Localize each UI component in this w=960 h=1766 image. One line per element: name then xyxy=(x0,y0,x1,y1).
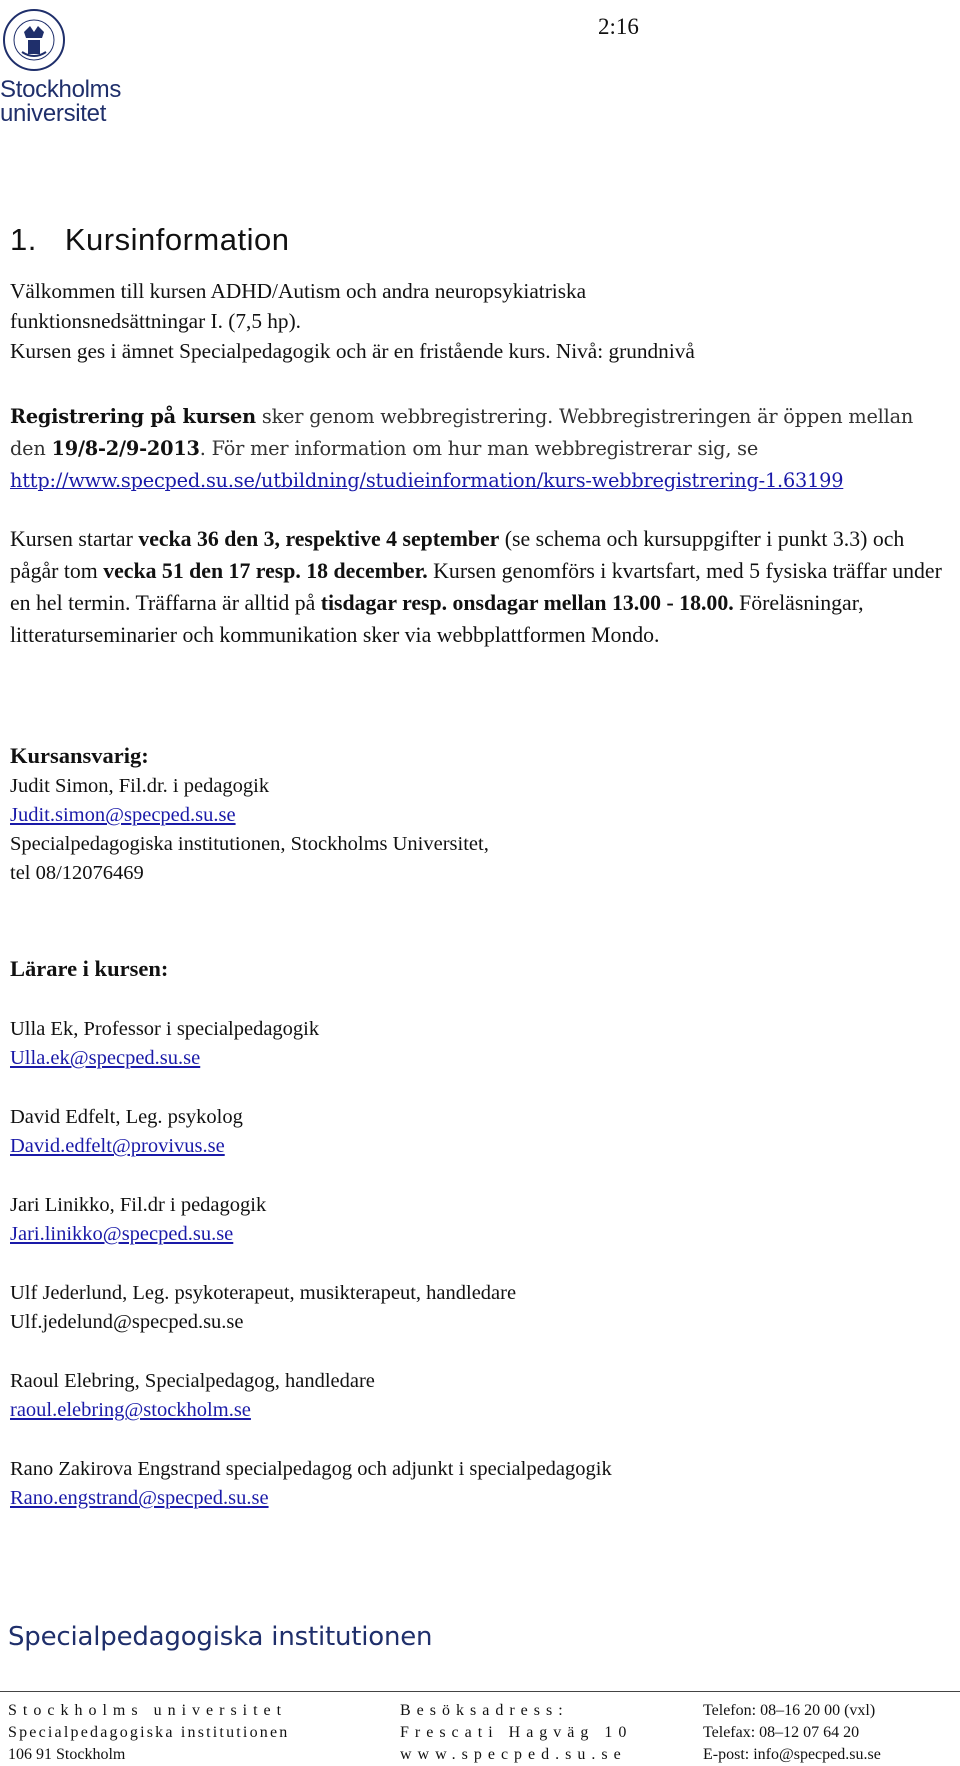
teacher-name: Raoul Elebring, Specialpedagog, handledare xyxy=(10,1370,375,1392)
intro-line: Kursen ges i ämnet Specialpedagogik och är en fristående kurs. Nivå: grundnivå xyxy=(10,339,695,363)
teachers-title: Lärare i kursen: xyxy=(10,956,169,981)
teacher-email: Ulf.jedelund@specped.su.se xyxy=(10,1311,244,1333)
teacher-name: Rano Zakirova Engstrand specialpedagog och adjunkt i specialpedagogik xyxy=(10,1458,612,1480)
teacher-email-link[interactable]: Ulla.ek@specped.su.se xyxy=(10,1047,201,1069)
teacher-email-link[interactable]: David.edfelt@provivus.se xyxy=(10,1135,225,1157)
contact-name: Judit Simon, Fil.dr. i pedagogik xyxy=(10,775,270,797)
page-number: 2:16 xyxy=(598,14,639,39)
teacher-entry xyxy=(10,1279,516,1337)
teacher-email-link[interactable]: Rano.engstrand@specped.su.se xyxy=(10,1487,269,1509)
section-title: Kursinformation xyxy=(64,222,290,257)
teacher-entry xyxy=(10,1191,266,1249)
teacher-name: David Edfelt, Leg. psykolog xyxy=(10,1106,243,1128)
teacher-name: Ulf Jederlund, Leg. psykoterapeut, musikterapeut, handledare xyxy=(10,1282,517,1304)
teacher-entry xyxy=(10,1367,375,1425)
intro-line: Välkommen till kursen ADHD/Autism och andra neuropsykiatriska xyxy=(10,279,587,303)
teacher-entry xyxy=(10,1015,319,1073)
footer-divider xyxy=(0,1691,960,1692)
kursansvarig-contact xyxy=(10,772,489,888)
teacher-name: Ulla Ek, Professor i specialpedagogik xyxy=(10,1018,320,1040)
footer-visit-column: Besöksadress: Frescati Hagväg 10 www.specped.su.se xyxy=(400,1702,633,1763)
teacher-email-link[interactable]: raoul.elebring@stockholm.se xyxy=(10,1399,251,1421)
course-intro xyxy=(10,276,950,366)
footer-department-title: Specialpedagogiska institutionen xyxy=(8,1622,433,1652)
registration-link[interactable]: http://www.specped.su.se/utbildning/studieinformation/kurs-webbregistrering-1.63199 xyxy=(10,469,844,492)
kursansvarig-title: Kursansvarig: xyxy=(10,743,149,768)
footer-address-column: Stockholms universitet Specialpedagogiska institutionen 106 91 Stockholm xyxy=(8,1702,290,1763)
teacher-email-link[interactable]: Jari.linikko@specped.su.se xyxy=(10,1223,234,1245)
schedule-paragraph: Kursen startar vecka 36 den 3, respektive 4 september (se schema och kursuppgifter i punkt 3.3) och pågår tom vecka 51 den 17 resp. 18 december. Kursen genomförs i kvartsfart, med 5 fysiska träffar under en hel termin. Träffarna är alltid på tisdagar resp. onsdagar mellan 13.00 - 18.00. Föreläsningar, litteraturseminarier och kommunikation sker via webbplattformen Mondo. xyxy=(10,527,942,647)
university-name: Stockholms universitet xyxy=(0,76,122,127)
teacher-entry xyxy=(10,1103,243,1161)
section-heading xyxy=(10,222,289,258)
contact-org: Specialpedagogiska institutionen, Stockholms Universitet, xyxy=(10,833,489,855)
university-seal-icon xyxy=(2,8,66,72)
teacher-entry xyxy=(10,1455,612,1513)
section-number: 1. xyxy=(10,222,37,257)
footer-contact-column: Telefon: 08–16 20 00 (vxl) Telefax: 08–12 07 64 20 E-post: info@specped.su.se xyxy=(703,1702,881,1763)
registration-paragraph: Registrering på kursen sker genom webbregistrering. Webbregistreringen är öppen mellan den 19/8-2/9-2013. För mer information om hur man webbregistrerar sig, se http://www.specped.su.se/utbildning/studieinformation/kurs-webbregistrering-1.63199 xyxy=(10,401,950,497)
teacher-name: Jari Linikko, Fil.dr i pedagogik xyxy=(10,1194,267,1216)
contact-phone: tel 08/12076469 xyxy=(10,862,144,884)
contact-email-link[interactable]: Judit.simon@specped.su.se xyxy=(10,804,236,826)
intro-line: funktionsnedsättningar I. (7,5 hp). xyxy=(10,309,302,333)
